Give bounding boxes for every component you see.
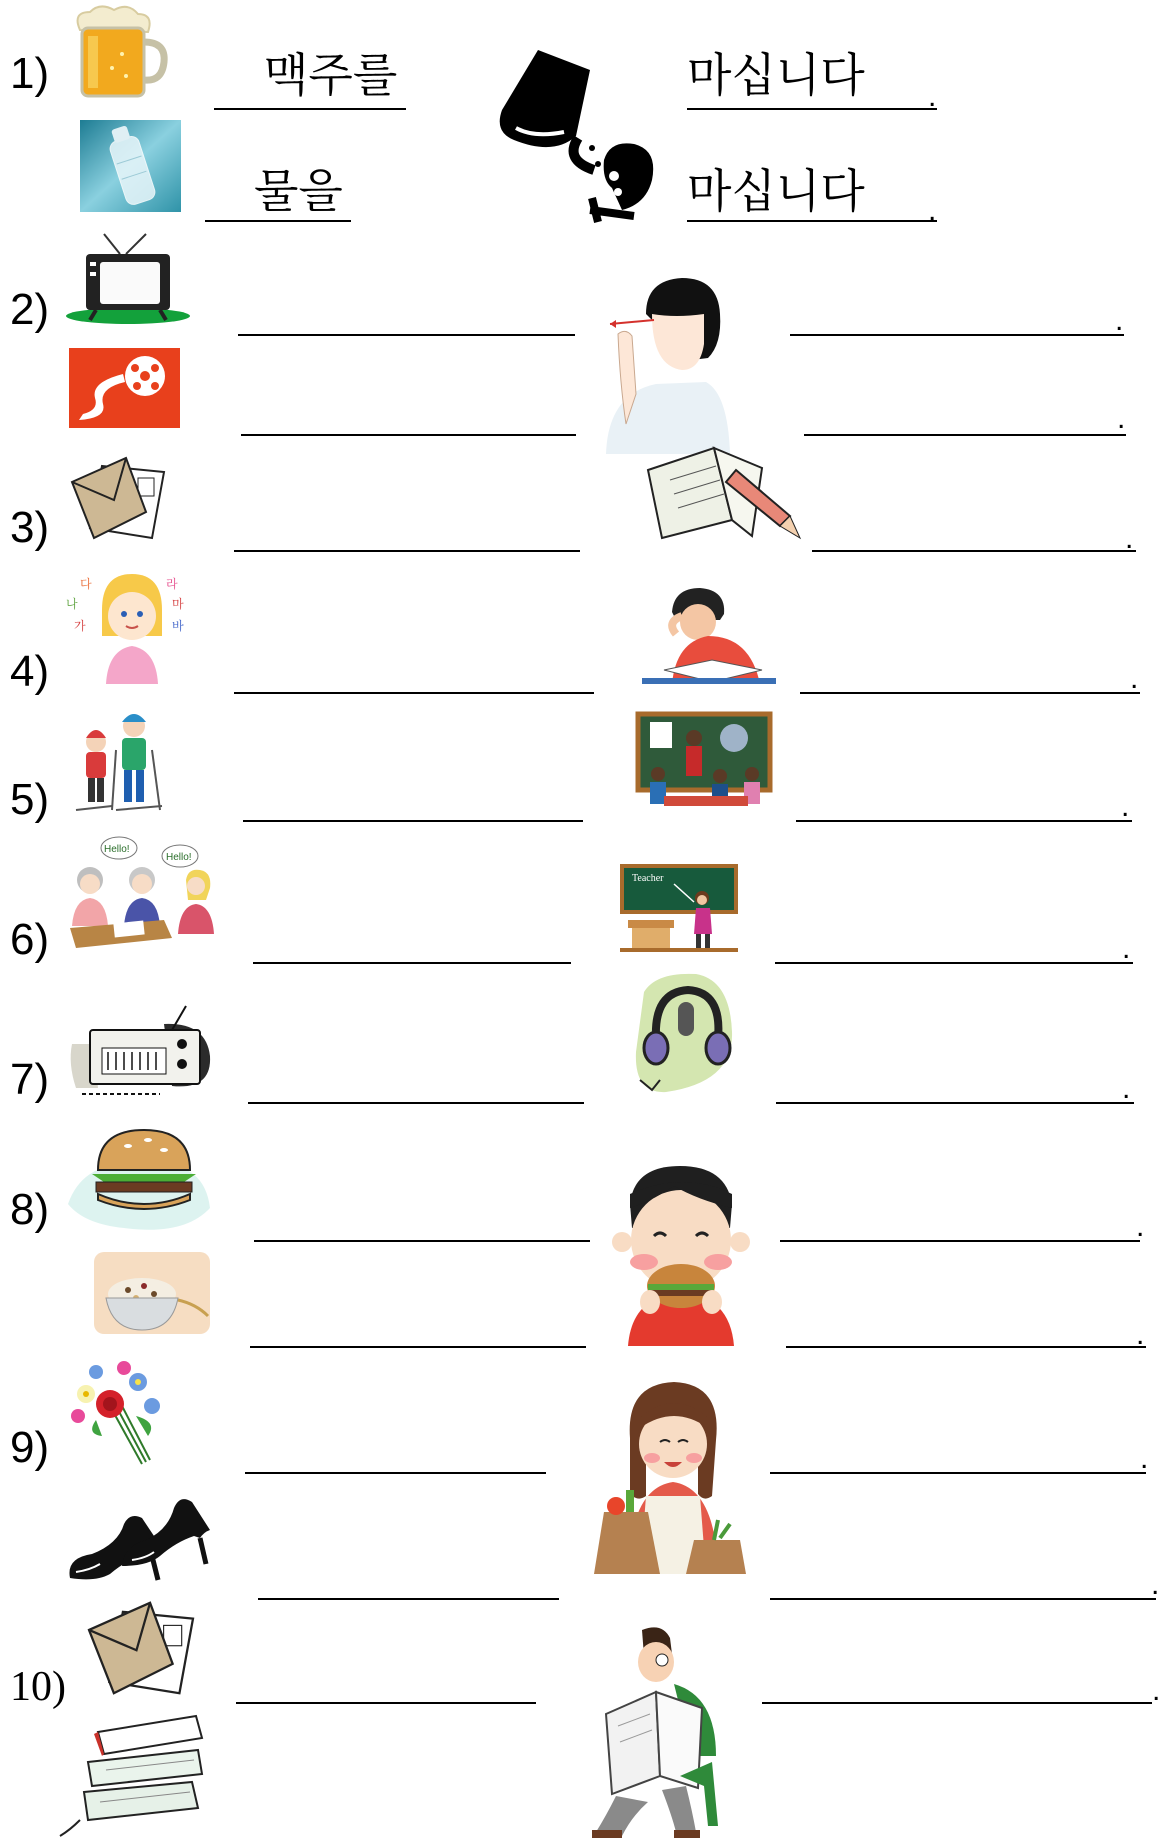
answer-line[interactable] <box>770 1472 1146 1474</box>
hangul-char: 라 <box>166 577 178 591</box>
film-icon <box>69 348 180 428</box>
answer-line[interactable] <box>250 1346 586 1348</box>
letter-icon-2 <box>82 1596 200 1700</box>
shopping-woman-icon <box>590 1378 746 1574</box>
hamburger-icon <box>64 1118 214 1232</box>
example-verb-2: 마십니다 <box>687 164 865 218</box>
answer-line[interactable] <box>205 220 351 222</box>
answer-line[interactable] <box>234 692 594 694</box>
item-number: 7) <box>10 1055 50 1104</box>
answer-line[interactable] <box>762 1702 1152 1704</box>
skiing-icon <box>72 706 172 814</box>
example-object-2: 물을 <box>254 164 343 218</box>
item-number: 6) <box>10 915 50 964</box>
item-number: 1) <box>10 49 50 98</box>
reading-man-icon <box>576 1626 726 1838</box>
classroom-icon <box>634 712 774 814</box>
answer-line[interactable] <box>254 1240 590 1242</box>
hello-bubble-2: Hello! <box>166 852 192 863</box>
teacher-sign: Teacher <box>632 873 664 884</box>
flower-bouquet-icon <box>66 1346 176 1466</box>
answer-line[interactable] <box>241 434 576 436</box>
answer-line[interactable] <box>786 1346 1146 1348</box>
hangul-char: 가 <box>74 619 86 633</box>
book-pencil-icon <box>640 440 802 544</box>
korean-learning-icon <box>62 566 192 684</box>
period: . <box>1125 522 1134 555</box>
answer-line[interactable] <box>687 108 937 110</box>
answer-line[interactable] <box>236 1702 536 1704</box>
answer-line[interactable] <box>775 962 1133 964</box>
answer-line[interactable] <box>796 820 1132 822</box>
answer-line[interactable] <box>790 334 1124 336</box>
period: . <box>1122 932 1131 965</box>
item-number: 9) <box>10 1423 50 1472</box>
period: . <box>1121 790 1130 823</box>
hangul-char: 나 <box>66 597 78 611</box>
water-bottle-icon <box>80 120 181 212</box>
answer-line[interactable] <box>238 334 575 336</box>
answer-line[interactable] <box>234 550 580 552</box>
item-number: 3) <box>10 503 50 552</box>
period: . <box>1115 304 1124 337</box>
hangul-char: 마 <box>172 597 184 611</box>
radio-icon <box>68 1004 212 1098</box>
conversation-icon <box>66 830 218 954</box>
hangul-char: 다 <box>80 577 92 591</box>
answer-line[interactable] <box>812 550 1136 552</box>
answer-line[interactable] <box>243 820 583 822</box>
period: . <box>1136 1210 1145 1243</box>
period: . <box>1151 1568 1160 1601</box>
letter-icon <box>68 452 168 544</box>
example-object-1: 맥주를 <box>264 48 398 102</box>
answer-line[interactable] <box>248 1102 584 1104</box>
studying-boy-icon <box>642 586 776 684</box>
item-number: 10) <box>10 1664 66 1710</box>
watching-eye-icon <box>596 274 732 454</box>
tv-icon <box>64 232 192 324</box>
answer-line[interactable] <box>804 434 1126 436</box>
item-number: 2) <box>10 285 50 334</box>
beer-mug-icon <box>62 2 168 102</box>
answer-line[interactable] <box>776 1102 1134 1104</box>
eating-boy-icon <box>614 1164 748 1346</box>
headphones-icon <box>626 972 736 1096</box>
period: . <box>1117 402 1126 435</box>
period: . <box>1140 1442 1149 1475</box>
answer-line[interactable] <box>214 108 406 110</box>
hello-bubble-1: Hello! <box>104 844 130 855</box>
answer-line[interactable] <box>770 1598 1156 1600</box>
period: . <box>1130 662 1139 695</box>
hangul-char: 바 <box>172 619 184 633</box>
example-verb-1: 마십니다 <box>687 48 865 102</box>
period: . <box>1152 1674 1161 1707</box>
drinking-icon <box>494 40 664 224</box>
answer-line[interactable] <box>245 1472 546 1474</box>
answer-line[interactable] <box>258 1598 559 1600</box>
answer-line[interactable] <box>253 962 571 964</box>
answer-line[interactable] <box>687 220 937 222</box>
period: . <box>1122 1072 1131 1105</box>
period: . <box>928 194 937 227</box>
item-number: 8) <box>10 1185 50 1234</box>
answer-line[interactable] <box>780 1240 1140 1242</box>
period: . <box>1136 1318 1145 1351</box>
teacher-icon <box>620 864 738 952</box>
books-stack-icon <box>58 1712 210 1838</box>
answer-line[interactable] <box>800 692 1140 694</box>
item-number: 4) <box>10 647 50 696</box>
shoes-icon <box>66 1484 212 1582</box>
period: . <box>928 80 937 113</box>
rice-bowl-icon <box>92 1250 212 1336</box>
item-number: 5) <box>10 775 50 824</box>
